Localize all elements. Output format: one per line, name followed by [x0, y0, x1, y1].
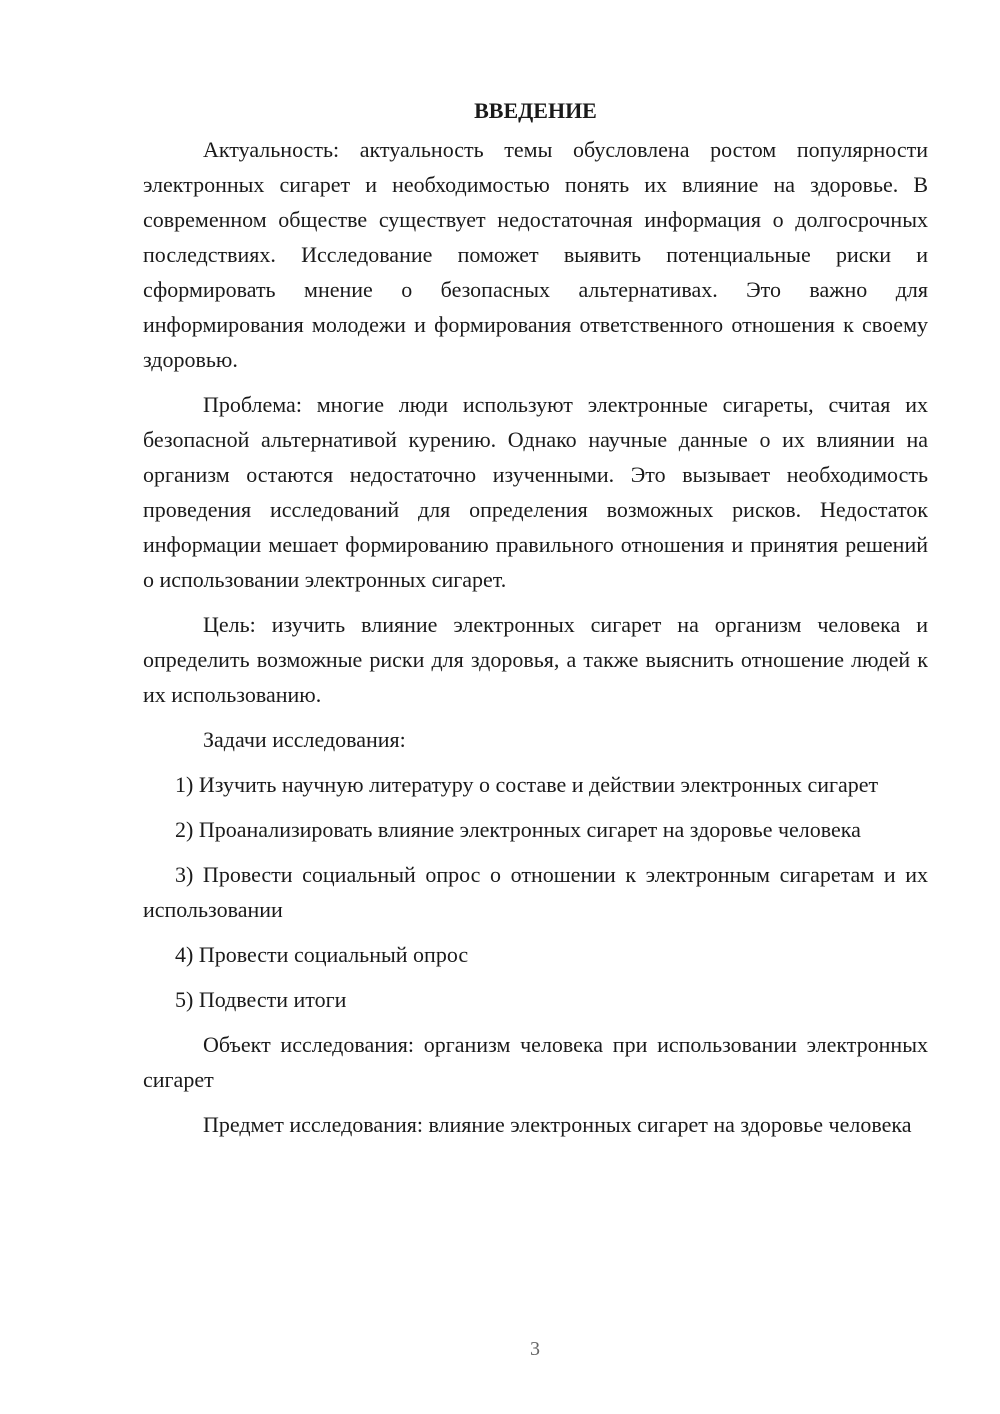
task-item-4: 4) Провести социальный опрос: [175, 942, 469, 967]
task-item-3: 3) Провести социальный опрос о отношении к электронным сигаретам и их использовании: [143, 862, 928, 922]
page-content: [143, 93, 928, 1152]
task-item-1: 1) Изучить научную литературу о составе и действии электронных сигарет: [175, 772, 879, 797]
goal-paragraph: Цель: изучить влияние электронных сигарет на организм человека и определить возможные риски для здоровья, а также выяснить отношение людей к их использованию.: [143, 612, 928, 707]
problem-paragraph: Проблема: многие люди используют электронные сигареты, считая их безопасной альтернативой курению. Однако научные данные о их влиянии на организм остаются недостаточно изученными. Это вызывает необходимость проведения исследований для определения возможных рисков. Недостаток информации мешает формированию правильного отношения и принятия решений о использовании электронных сигарет.: [143, 392, 928, 592]
page-number: 3: [530, 1338, 540, 1360]
page-title: ВВЕДЕНИЕ: [474, 98, 597, 123]
relevance-paragraph: Актуальность: актуальность темы обусловлена ростом популярности электронных сигарет и необходимостью понять их влияние на здоровье. В современном обществе существует недостаточная информация о долгосрочных последствиях. Исследование поможет выявить потенциальные риски и сформировать мнение о безопасных альтернативах. Это важно для информирования молодежи и формирования ответственного отношения к своему здоровью.: [143, 137, 928, 372]
subject-paragraph: Предмет исследования: влияние электронных сигарет на здоровье человека: [203, 1112, 912, 1137]
task-item-5: 5) Подвести итоги: [175, 987, 347, 1012]
object-paragraph: Объект исследования: организм человека при использовании электронных сигарет: [143, 1032, 928, 1092]
tasks-heading: Задачи исследования:: [203, 727, 406, 752]
task-item-2: 2) Проанализировать влияние электронных сигарет на здоровье человека: [175, 817, 861, 842]
